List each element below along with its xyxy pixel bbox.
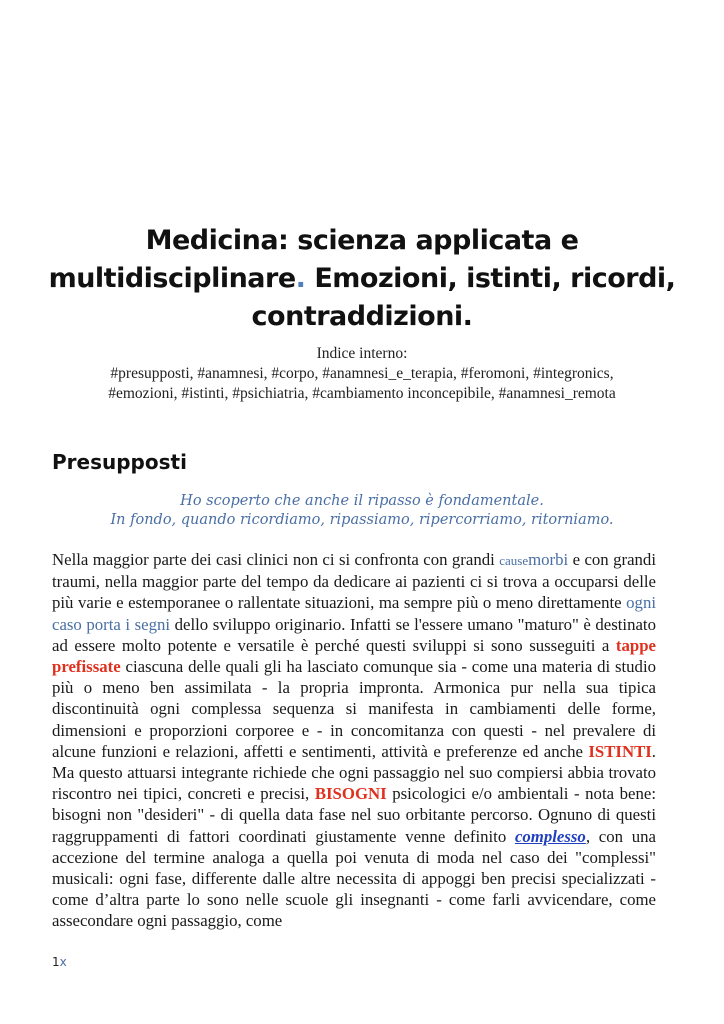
page-number-value: 1: [52, 955, 60, 969]
index-tags-line2[interactable]: #emozioni, #istinti, #psichiatria, #cambiamento inconcepibile, #anamnesi_remota: [108, 385, 616, 402]
title-part1: Medicina: scienza applicata e multidisciplinare: [48, 225, 579, 294]
index-tags-line1[interactable]: #presupposti, #anamnesi, #corpo, #anamnesi_e_terapia, #feromoni, #integronics,: [110, 365, 614, 382]
paragraph-text: Nella maggior parte dei casi clinici non ci si confronta con grandi: [52, 550, 500, 569]
document-title: [40, 222, 684, 336]
epigraph-quote: [40, 492, 684, 530]
highlight-istinti: ISTINTI: [588, 741, 652, 761]
paragraph-text: ciascuna delle quali gli ha lasciato comunque sia - come una materia di studio più o meno ben assimilata - la propria impronta. Armonica pur nella sua tipica discontinuità ogni complessa sequenza si manifesta in cambiamenti delle forme, dimensioni e proporzioni corporee e - in concomitanza con questi - nel prevalere di alcune funzioni e relazioni, affetti e sentimenti, attività e preferenze ed anche: [52, 657, 656, 761]
index-label: Indice interno:: [316, 345, 408, 362]
paragraph-text: psicologici e/o ambientali - nota bene: bisogni non "desideri" - di quella data fase nel suo orbitante percorso. Ognuno di questi raggruppamenti di fattori coordinati giustamente venne definito: [52, 784, 656, 846]
internal-index: [30, 344, 694, 404]
highlight-tappe-prefissate: tappe prefissate: [52, 635, 656, 677]
page-number-x: x: [59, 955, 67, 969]
section-heading: Presupposti: [52, 450, 187, 474]
page-number: [52, 955, 67, 969]
quote-line1: Ho scoperto che anche il ripasso è fondamentale.: [180, 493, 544, 509]
title-part2: Emozioni, istinti, ricordi, contraddizioni.: [251, 263, 676, 332]
paragraph-text: e con grandi traumi, nella maggior parte del tempo da dedicare ai pazienti ci si trova a occuparsi delle più varie e estemporanee o rallentate situazioni, ma sempre più o meno direttamente: [52, 550, 656, 613]
morbi-word: morbi: [528, 550, 569, 569]
complesso-link[interactable]: complesso: [514, 826, 586, 846]
quote-line2: In fondo, quando ricordiamo, ripassiamo, ripercorriamo, ritorniamo.: [110, 512, 614, 528]
paragraph-text: . Ma questo attuarsi integrante richiede che ogni passaggio nel suo compiersi abbia trovato riscontro nei tipici, concreti e precisi,: [52, 741, 656, 804]
cause-word: cause: [499, 553, 529, 568]
highlight-ogni-caso: ogni caso porta i segni: [52, 593, 656, 634]
body-paragraph: [52, 549, 656, 932]
title-dot: .: [295, 263, 306, 294]
highlight-bisogni: BISOGNI: [314, 784, 387, 804]
paragraph-text: , con una accezione del termine analoga a quella poi venuta di moda nel caso dei "complessi" musicali: ogni fase, differente dalle altre necessita di appoggi ben precisi specializzati - come d’altra parte lo sono nelle scuole gli insegnanti - come farli avvicendare, come assecondare ogni passaggio, come: [52, 826, 656, 931]
paragraph-text: dello sviluppo originario. Infatti se l'essere umano "maturo" è destinato ad essere molto potente e versatile è perché questi sviluppi si sono susseguiti a: [52, 614, 656, 655]
